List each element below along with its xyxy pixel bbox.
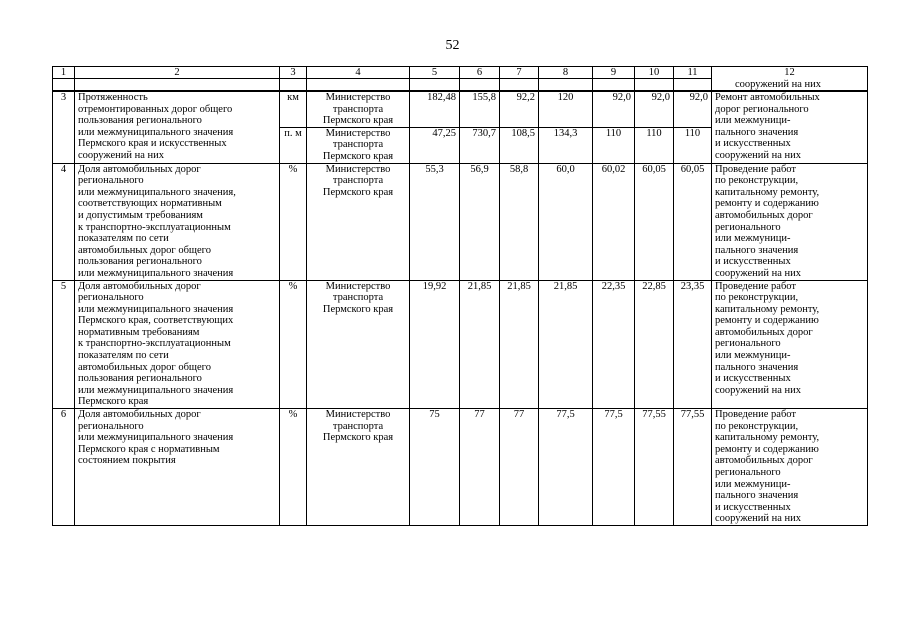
value-cell: 110 [674,127,712,163]
value-cell: 60,05 [674,163,712,280]
value-cell: 110 [635,127,674,163]
value-cell: 19,92 [410,280,460,409]
unit-cell: п. м [280,127,307,163]
indicator-cell: Доля автомобильных дорог регионального или межмуниципального значения, соответствующих нормативным и допустимым требованиям к транспортно-эксплуатационным показателям по сети автомобильных дорог общего пользования регионального или межмуниципального значения [75,163,280,280]
value-cell: 155,8 [460,92,500,128]
value-cell: 77,5 [593,409,635,526]
value-cell: 21,85 [460,280,500,409]
row-number: 3 [53,92,75,164]
table-row-4 [53,163,868,280]
col-header: 4 [307,67,410,79]
header-row [53,67,868,79]
value-cell: 22,35 [593,280,635,409]
row-number: 4 [53,163,75,280]
value-cell: 92,0 [593,92,635,128]
col-header: 9 [593,67,635,79]
value-cell: 58,8 [500,163,539,280]
unit-cell: % [280,409,307,526]
indicator-cell: Доля автомобильных дорог регионального или межмуниципального значения Пермского края с нормативным состоянием покрытия [75,409,280,526]
value-cell: 23,35 [674,280,712,409]
value-cell: 77 [500,409,539,526]
col-header: 5 [410,67,460,79]
measures-cell: Проведение работ по реконструкции, капитальному ремонту, ремонту и содержанию автомобильных дорог регионального или межмуници- пального значения и искусственных сооружений на них [712,280,868,409]
value-cell: 56,9 [460,163,500,280]
indicator-cell: Доля автомобильных дорог регионального или межмуниципального значения Пермского края, соответствующих нормативным требованиям к транспортно-эксплуатационным показателям по сети автомобильных дорог общего пользования регионального или межмуниципального значения Пермского края [75,280,280,409]
value-cell: 110 [593,127,635,163]
col-header: 3 [280,67,307,79]
page-number: 52 [445,38,460,53]
col-header: 1 [53,67,75,79]
col-header: 11 [674,67,712,79]
continuation-text: сооружений на них [735,79,822,90]
value-cell: 21,85 [500,280,539,409]
value-cell: 182,48 [410,92,460,128]
value-cell: 21,85 [539,280,593,409]
value-cell: 134,3 [539,127,593,163]
org-cell: Министерство транспорта Пермского края [307,280,410,409]
org-cell: Министерство транспорта Пермского края [307,409,410,526]
unit-cell: км [280,92,307,128]
value-cell: 120 [539,92,593,128]
value-cell: 60,02 [593,163,635,280]
value-cell: 55,3 [410,163,460,280]
value-cell: 77,5 [539,409,593,526]
value-cell: 92,0 [674,92,712,128]
value-cell: 47,25 [410,127,460,163]
value-cell: 92,2 [500,92,539,128]
org-cell: Министерство транспорта Пермского края [307,92,410,128]
measures-cell: Проведение работ по реконструкции, капитальному ремонту, ремонту и содержанию автомобильных дорог регионального или межмуници- пального значения и искусственных сооружений на них [712,409,868,526]
value-cell: 77,55 [635,409,674,526]
col-header: 7 [500,67,539,79]
value-cell: 77,55 [674,409,712,526]
unit-cell: % [280,163,307,280]
value-cell: 730,7 [460,127,500,163]
table-row-5 [53,280,868,409]
org-cell: Министерство транспорта Пермского края [307,127,410,163]
value-cell: 92,0 [635,92,674,128]
value-cell: 60,05 [635,163,674,280]
measures-cell: Проведение работ по реконструкции, капитальному ремонту, ремонту и содержанию автомобильных дорог регионального или межмуници- пального значения и искусственных сооружений на них [712,163,868,280]
value-cell: 60,0 [539,163,593,280]
row-number: 6 [53,409,75,526]
value-cell: 75 [410,409,460,526]
indicators-table [52,66,868,526]
table-row-3a [53,92,868,128]
table-row-6 [53,409,868,526]
unit-cell: % [280,280,307,409]
row-number: 5 [53,280,75,409]
col-header: 10 [635,67,674,79]
col-header: 6 [460,67,500,79]
col-header: 12 [712,67,868,91]
value-cell: 22,85 [635,280,674,409]
measures-cell: Ремонт автомобильных дорог регионального или межмуници- пального значения и искусственных сооружений на них [712,92,868,164]
indicator-cell: Протяженность отремонтированных дорог общего пользования регионального или межмуниципального значения Пермского края и искусственных сооружений на них [75,92,280,164]
col-header: 8 [539,67,593,79]
col-header: 2 [75,67,280,79]
value-cell: 77 [460,409,500,526]
org-cell: Министерство транспорта Пермского края [307,163,410,280]
value-cell: 108,5 [500,127,539,163]
